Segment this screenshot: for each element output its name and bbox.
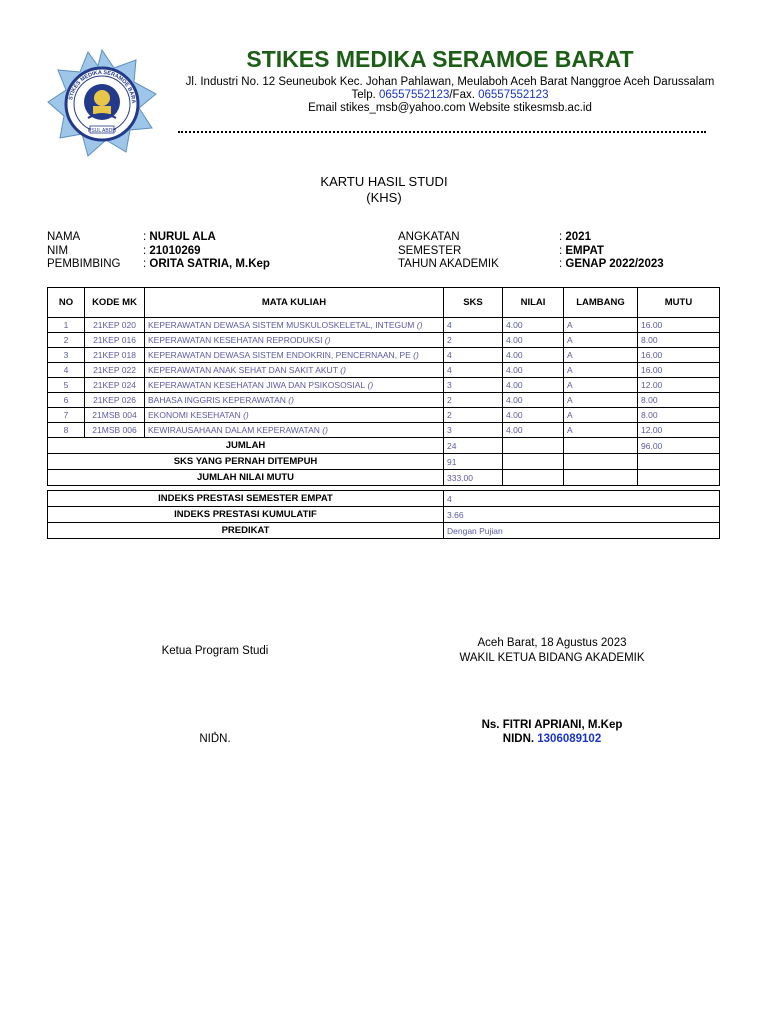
predikat-label: PREDIKAT xyxy=(48,523,444,539)
header-divider xyxy=(178,130,706,133)
cell-nilai: 4.00 xyxy=(503,423,564,438)
tahun-label: TAHUN AKADEMIK xyxy=(398,258,499,270)
cell-kode: 21KEP 020 xyxy=(85,318,145,333)
course-suffix: () xyxy=(285,395,294,405)
grades-table xyxy=(47,287,720,539)
sks-ditempuh-empty-1 xyxy=(503,454,564,470)
cell-kode: 21KEP 026 xyxy=(85,393,145,408)
cell-kode: 21KEP 024 xyxy=(85,378,145,393)
cell-sks: 3 xyxy=(444,378,503,393)
school-address: Jl. Industri No. 12 Seuneubok Kec. Johan Pahlawan, Meulaboh Aceh Barat Nanggroe Aceh Darussalam xyxy=(185,76,715,88)
cell-sks: 2 xyxy=(444,393,503,408)
nilai-mutu-value: 333.00 xyxy=(444,470,503,486)
cell-nilai: 4.00 xyxy=(503,363,564,378)
right-signature-title: WAKIL KETUA BIDANG AKADEMIK xyxy=(459,652,645,664)
cell-no: 4 xyxy=(48,363,85,378)
sks-ditempuh-row xyxy=(48,454,720,470)
col-kode: KODE MK xyxy=(85,288,145,318)
cell-mutu: 8.00 xyxy=(638,333,720,348)
cell-sks: 3 xyxy=(444,423,503,438)
course-suffix: () xyxy=(319,425,328,435)
cell-lambang: A xyxy=(564,363,638,378)
pembimbing-row: PEMBIMBING : ORITA SATRIA, M.Kep xyxy=(47,258,270,270)
ipk-label: INDEKS PRESTASI KUMULATIF xyxy=(48,507,444,523)
cell-lambang: A xyxy=(564,318,638,333)
course-suffix: () xyxy=(337,365,346,375)
table-row xyxy=(48,408,720,423)
angkatan-row: ANGKATAN : 2021 xyxy=(398,231,591,243)
cell-nilai: 4.00 xyxy=(503,393,564,408)
cell-no: 2 xyxy=(48,333,85,348)
student-info-right xyxy=(398,231,664,272)
course-name: KEPERAWATAN ANAK SEHAT DAN SAKIT AKUT xyxy=(148,365,338,375)
course-name: KEWIRAUSAHAAN DALAM KEPERAWATAN xyxy=(148,425,320,435)
cell-no: 1 xyxy=(48,318,85,333)
jumlah-label: JUMLAH xyxy=(48,438,444,454)
cell-lambang: A xyxy=(564,333,638,348)
nim-value: 21010269 xyxy=(149,244,201,257)
cell-mutu: 16.00 xyxy=(638,318,720,333)
col-no: NO xyxy=(48,288,85,318)
document-title: KARTU HASIL STUDI xyxy=(320,174,448,189)
table-row xyxy=(48,363,720,378)
nilai-mutu-empty-2 xyxy=(564,470,638,486)
col-lambang: LAMBANG xyxy=(564,288,638,318)
cell-lambang: A xyxy=(564,378,638,393)
sks-ditempuh-label: SKS YANG PERNAH DITEMPUH xyxy=(48,454,444,470)
tahun-row: TAHUN AKADEMIK : GENAP 2022/2023 xyxy=(398,258,664,270)
table-row xyxy=(48,423,720,438)
grades-body xyxy=(48,318,720,539)
cell-lambang: A xyxy=(564,393,638,408)
table-header-row xyxy=(48,288,720,318)
col-sks: SKS xyxy=(444,288,503,318)
school-email-line: Email stikes_msb@yahoo.com Website stikesmsb.ac.id xyxy=(308,102,592,114)
cell-lambang: A xyxy=(564,348,638,363)
cell-nilai: 4.00 xyxy=(503,333,564,348)
course-suffix: () xyxy=(240,410,249,420)
cell-sks: 2 xyxy=(444,333,503,348)
cell-mutu: 12.00 xyxy=(638,423,720,438)
cell-sks: 4 xyxy=(444,348,503,363)
nama-value: NURUL ALA xyxy=(149,231,216,243)
cell-kode: 21KEP 022 xyxy=(85,363,145,378)
jumlah-lambang-empty xyxy=(564,438,638,454)
cell-kode: 21MSB 006 xyxy=(85,423,145,438)
left-signature-title: Ketua Program Studi xyxy=(161,645,269,657)
cell-mutu: 12.00 xyxy=(638,378,720,393)
predikat-row xyxy=(48,523,720,539)
sks-ditempuh-empty-3 xyxy=(638,454,720,470)
cell-mutu: 16.00 xyxy=(638,348,720,363)
course-suffix: () xyxy=(410,350,419,360)
cell-mata-kuliah xyxy=(145,318,444,333)
telp-link[interactable]: 06557552123 xyxy=(379,89,450,101)
signature-date: Aceh Barat, 18 Agustus 2023 xyxy=(477,637,627,649)
angkatan-value: 2021 xyxy=(565,231,591,243)
cell-no: 5 xyxy=(48,378,85,393)
ipk-value: 3.66 xyxy=(444,507,720,523)
cell-mutu: 8.00 xyxy=(638,408,720,423)
student-info-left xyxy=(47,231,270,272)
cell-mata-kuliah xyxy=(145,423,444,438)
pembimbing-label: PEMBIMBING xyxy=(47,258,121,270)
jumlah-nilai-empty xyxy=(503,438,564,454)
course-name: EKONOMI KESEHATAN xyxy=(148,410,241,420)
left-signature-nidn: NIDN. xyxy=(199,733,231,745)
col-mata-kuliah: MATA KULIAH xyxy=(145,288,444,318)
cell-sks: 4 xyxy=(444,363,503,378)
fax-link[interactable]: 06557552123 xyxy=(478,89,549,101)
logo-ring-text: STIKES MEDIKA SERAMOE BARA xyxy=(68,69,137,104)
cell-lambang: A xyxy=(564,408,638,423)
right-nidn-value: 1306089102 xyxy=(537,733,602,745)
school-logo xyxy=(44,48,160,160)
cell-sks: 2 xyxy=(444,408,503,423)
school-phone-line xyxy=(160,89,740,101)
course-suffix: () xyxy=(414,320,423,330)
nama-row: NAMA : NURUL ALA xyxy=(47,231,216,243)
table-row xyxy=(48,318,720,333)
ips-row xyxy=(48,491,720,507)
ips-value: 4 xyxy=(444,491,720,507)
cell-mata-kuliah xyxy=(145,408,444,423)
cell-no: 6 xyxy=(48,393,85,408)
sks-ditempuh-empty-2 xyxy=(564,454,638,470)
semester-row: SEMESTER : EMPAT xyxy=(398,244,604,257)
telp-label: Telp. xyxy=(351,89,379,101)
cell-no: 3 xyxy=(48,348,85,363)
cell-nilai: 4.00 xyxy=(503,348,564,363)
logo-motto: PSUL ABDH xyxy=(88,128,116,134)
col-nilai: NILAI xyxy=(503,288,564,318)
ipk-row xyxy=(48,507,720,523)
left-signature-name: , xyxy=(213,724,217,736)
cell-nilai: 4.00 xyxy=(503,408,564,423)
cell-no: 7 xyxy=(48,408,85,423)
nim-row: NIM : 21010269 xyxy=(47,244,201,257)
angkatan-label: ANGKATAN xyxy=(398,231,460,243)
tahun-value: GENAP 2022/2023 xyxy=(565,258,664,270)
nilai-mutu-label: JUMLAH NILAI MUTU xyxy=(48,470,444,486)
pembimbing-value: ORITA SATRIA, M.Kep xyxy=(149,258,270,270)
jumlah-mutu: 96.00 xyxy=(638,438,720,454)
cell-nilai: 4.00 xyxy=(503,318,564,333)
cell-mata-kuliah xyxy=(145,333,444,348)
nama-label: NAMA xyxy=(47,231,81,243)
fax-label: /Fax. xyxy=(449,89,479,101)
semester-value: EMPAT xyxy=(565,244,604,257)
cell-mata-kuliah xyxy=(145,363,444,378)
document-subtitle: (KHS) xyxy=(366,190,402,205)
nilai-mutu-empty-3 xyxy=(638,470,720,486)
cell-mata-kuliah xyxy=(145,393,444,408)
right-signature-name: Ns. FITRI APRIANI, M.Kep xyxy=(481,719,623,731)
cell-lambang: A xyxy=(564,423,638,438)
semester-label: SEMESTER xyxy=(398,244,462,257)
predikat-value: Dengan Pujian xyxy=(444,523,720,539)
cell-sks: 4 xyxy=(444,318,503,333)
nilai-mutu-empty-1 xyxy=(503,470,564,486)
sks-ditempuh-value: 91 xyxy=(444,454,503,470)
table-row xyxy=(48,378,720,393)
cell-nilai: 4.00 xyxy=(503,378,564,393)
course-name: KEPERAWATAN KESEHATAN JIWA DAN PSIKOSOSIAL xyxy=(148,380,366,390)
cell-mata-kuliah xyxy=(145,378,444,393)
right-signature-nidn xyxy=(440,733,664,745)
course-suffix: () xyxy=(322,335,331,345)
nim-label: NIM xyxy=(47,244,69,257)
course-suffix: () xyxy=(365,380,374,390)
cell-no: 8 xyxy=(48,423,85,438)
course-name: KEPERAWATAN DEWASA SISTEM MUSKULOSKELETAL, INTEGUM xyxy=(148,320,415,330)
nilai-mutu-row xyxy=(48,470,720,486)
cell-mata-kuliah xyxy=(145,348,444,363)
course-name: BAHASA INGGRIS KEPERAWATAN xyxy=(148,395,286,405)
table-row xyxy=(48,348,720,363)
cell-kode: 21MSB 004 xyxy=(85,408,145,423)
table-row xyxy=(48,333,720,348)
course-name: KEPERAWATAN KESEHATAN REPRODUKSI xyxy=(148,335,323,345)
cell-kode: 21KEP 016 xyxy=(85,333,145,348)
right-nidn-label: NIDN. xyxy=(502,733,538,745)
ips-label: INDEKS PRESTASI SEMESTER EMPAT xyxy=(48,491,444,507)
cell-mutu: 8.00 xyxy=(638,393,720,408)
cell-mutu: 16.00 xyxy=(638,363,720,378)
school-name: STIKES MEDIKA SERAMOE BARAT xyxy=(246,46,634,72)
col-mutu: MUTU xyxy=(638,288,720,318)
course-name: KEPERAWATAN DEWASA SISTEM ENDOKRIN, PENCERNAAN, PE xyxy=(148,350,411,360)
jumlah-sks: 24 xyxy=(444,438,503,454)
jumlah-row xyxy=(48,438,720,454)
cell-kode: 21KEP 018 xyxy=(85,348,145,363)
table-row xyxy=(48,393,720,408)
